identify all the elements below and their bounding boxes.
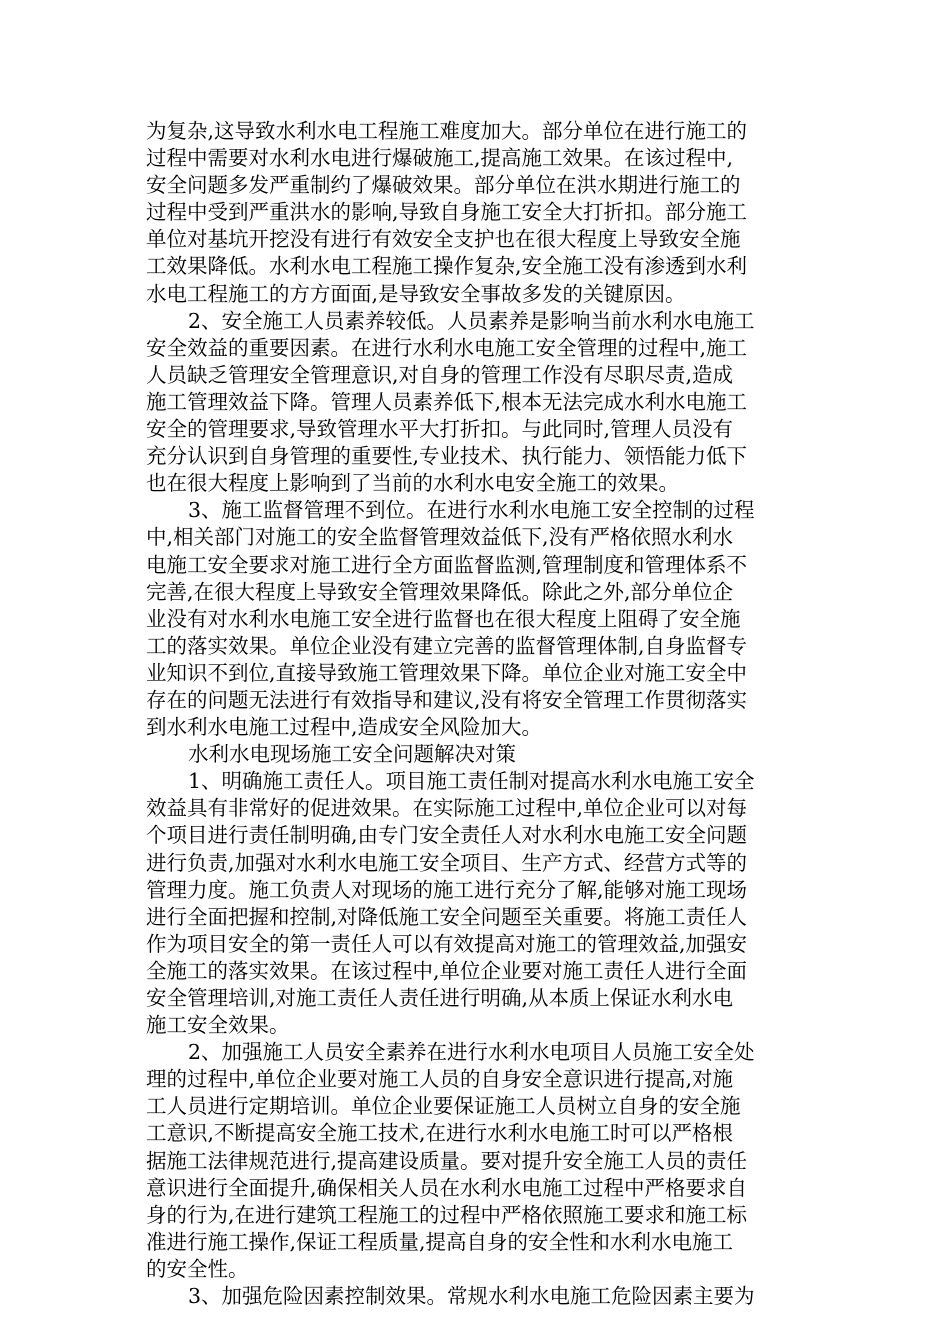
text-line: 过程中需要对水利水电进行爆破施工,提高施工效果。在该过程中, (146, 146, 734, 171)
text-line: 存在的问题无法进行有效指导和建议,没有将安全管理工作贯彻落实 (146, 687, 748, 712)
text-line: 意识进行全面提升,确保相关人员在水利水电施工过程中严格要求自 (146, 1175, 748, 1200)
text-line: 安全管理培训,对施工责任人责任进行明确,从本质上保证水利水电 (146, 986, 734, 1010)
text-line: 准进行施工操作,保证工程质量,提高自身的安全性和水利水电施工 (146, 1229, 734, 1254)
text-line: 电施工安全要求对施工进行全方面监督监测,管理制度和管理体系不 (146, 552, 748, 577)
text-line: 施工管理效益下降。管理人员素养低下,根本无法完成水利水电施工 (146, 389, 748, 414)
text-line: 安全的管理要求,导致管理水平大打折扣。与此同时,管理人员没有 (146, 417, 734, 442)
text-line: 水电工程施工的方方面面,是导致安全事故多发的关键原因。 (146, 281, 686, 306)
text-line: 完善,在很大程度上导致安全管理效果降低。除此之外,部分单位企 (146, 579, 734, 604)
text-line: 业没有对水利水电施工安全进行监督也在很大程度上阻碍了安全施 (146, 606, 741, 631)
text-line: 单位对基坑开挖没有进行有效安全支护也在很大程度上导致安全施 (146, 227, 741, 252)
text-line: 过程中受到严重洪水的影响,导致自身施工安全大打折扣。部分施工 (146, 200, 748, 225)
text-line: 进行全面把握和控制,对降低施工安全问题至关重要。将施工责任人 (146, 904, 748, 929)
text-line: 施工安全效果。 (146, 1013, 290, 1038)
text-line: 业知识不到位,直接导致施工管理效果下降。单位企业对施工安全中 (146, 660, 748, 685)
text-line: 中,相关部门对施工的安全监督管理效益低下,没有严格依照水利水 (146, 525, 734, 550)
text-line: 工效果降低。水利水电工程施工操作复杂,安全施工没有渗透到水利 (146, 254, 748, 279)
text-line: 水利水电现场施工安全问题解决对策 (188, 742, 516, 767)
text-line: 全施工的落实效果。在该过程中,单位企业要对施工责任人进行全面 (146, 958, 748, 983)
text-line: 到水利水电施工过程中,造成安全风险加大。 (146, 715, 543, 740)
text-line: 安全问题多发严重制约了爆破效果。部分单位在洪水期进行施工的 (146, 173, 741, 198)
text-line: 进行负责,加强对水利水电施工安全项目、生产方式、经营方式等的 (146, 850, 748, 875)
text-line: 身的行为,在进行建筑工程施工的过程中严格依照施工要求和施工标 (146, 1202, 748, 1227)
text-line: 3、加强危险因素控制效果。常规水利水电施工危险因素主要为 (188, 1284, 755, 1309)
text-line: 人员缺乏管理安全管理意识,对自身的管理工作没有尽职尽责,造成 (146, 362, 734, 387)
text-line: 也在很大程度上影响到了当前的水利水电安全施工的效果。 (146, 471, 679, 496)
text-line: 2、安全施工人员素养较低。人员素养是影响当前水利水电施工 (188, 308, 755, 333)
text-line: 效益具有非常好的促进效果。在实际施工过程中,单位企业可以对每 (146, 796, 748, 821)
text-line: 管理力度。施工负责人对现场的施工进行充分了解,能够对施工现场 (146, 877, 748, 902)
text-line: 个项目进行责任制明确,由专门安全责任人对水利水电施工安全问题 (146, 823, 748, 848)
text-line: 3、施工监督管理不到位。在进行水利水电施工安全控制的过程 (188, 498, 755, 523)
text-line: 工意识,不断提高安全施工技术,在进行水利水电施工时可以严格根 (146, 1121, 734, 1146)
document-body (146, 118, 808, 1310)
text-line: 2、加强施工人员安全素养在进行水利水电项目人员施工安全处 (188, 1040, 755, 1065)
text-line: 工人员进行定期培训。单位企业要保证施工人员树立自身的安全施 (146, 1094, 741, 1119)
text-line: 1、明确施工责任人。项目施工责任制对提高水利水电施工安全 (188, 769, 755, 794)
text-line: 的安全性。 (146, 1256, 249, 1281)
text-line: 理的过程中,单位企业要对施工人员的自身安全意识进行提高,对施 (146, 1067, 734, 1092)
text-line: 作为项目安全的第一责任人可以有效提高对施工的管理效益,加强安 (146, 931, 748, 956)
text-line: 据施工法律规范进行,提高建设质量。要对提升安全施工人员的责任 (146, 1148, 748, 1173)
text-line: 充分认识到自身管理的重要性,专业技术、执行能力、领悟能力低下 (146, 444, 748, 469)
text-line: 为复杂,这导致水利水电工程施工难度加大。部分单位在进行施工的 (146, 119, 748, 143)
text-line: 安全效益的重要因素。在进行水利水电施工安全管理的过程中,施工 (146, 335, 748, 360)
text-line: 工的落实效果。单位企业没有建立完善的监督管理体制,自身监督专 (146, 633, 748, 658)
